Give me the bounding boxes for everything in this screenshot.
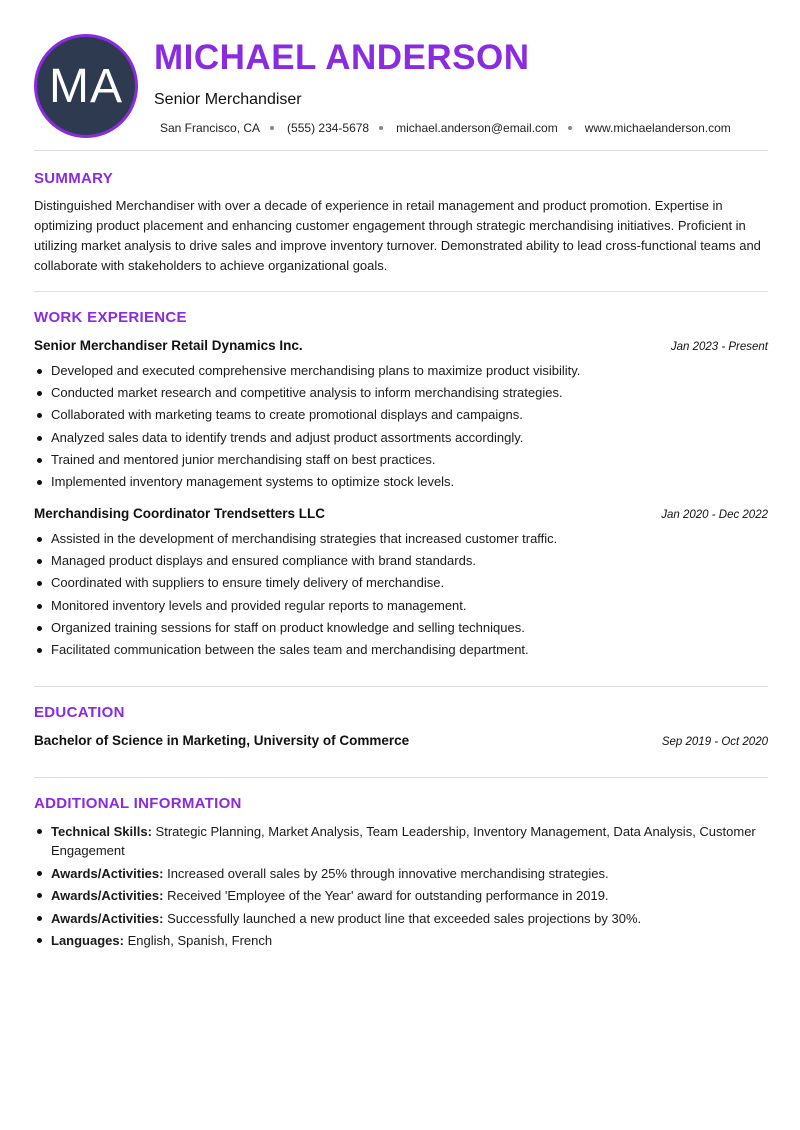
- list-item: [34, 864, 768, 883]
- list-item: Monitored inventory levels and provided regular reports to management.: [34, 595, 768, 617]
- item-text: Strategic Planning, Market Analysis, Team Leadership, Inventory Management, Data Analysis, Customer Engagement: [51, 824, 756, 858]
- candidate-title: Senior Merchandiser: [154, 91, 302, 108]
- divider: [34, 291, 768, 292]
- list-item: Collaborated with marketing teams to create promotional displays and campaigns.: [34, 404, 768, 426]
- separator-dot: [568, 126, 572, 130]
- divider: [34, 150, 768, 151]
- list-item: Assisted in the development of merchandising strategies that increased customer traffic.: [34, 528, 768, 550]
- education-heading: EDUCATION: [34, 704, 125, 721]
- contact-website[interactable]: www.michaelanderson.com: [584, 121, 731, 135]
- item-label: Awards/Activities:: [51, 865, 164, 881]
- separator-dot: [270, 126, 274, 130]
- candidate-name: MICHAEL ANDERSON: [154, 38, 530, 77]
- item-text: Received 'Employee of the Year' award for outstanding performance in 2019.: [163, 888, 609, 903]
- separator-dot: [379, 126, 383, 130]
- item-text: Increased overall sales by 25% through innovative merchandising strategies.: [163, 865, 609, 881]
- job-date: Jan 2023 - Present: [670, 341, 768, 353]
- list-item: Analyzed sales data to identify trends and adjust product assortments accordingly.: [34, 427, 768, 449]
- degree: Bachelor of Science in Marketing, University of Commerce: [34, 733, 410, 748]
- resume-header: [34, 34, 768, 138]
- contact-line: [160, 120, 731, 136]
- item-label: Technical Skills:: [51, 824, 152, 839]
- additional-heading: ADDITIONAL INFORMATION: [34, 795, 242, 812]
- item-text: Successfully launched a new product line that exceeded sales projections by 30%.: [163, 910, 642, 926]
- divider: [34, 777, 768, 778]
- item-label: Awards/Activities:: [51, 910, 164, 926]
- list-item: Implemented inventory management systems to optimize stock levels.: [34, 471, 768, 493]
- divider: [34, 686, 768, 687]
- contact-location: San Francisco, CA: [160, 121, 261, 135]
- item-label: Languages:: [51, 933, 124, 948]
- job-date: Jan 2020 - Dec 2022: [661, 509, 768, 521]
- job-header: [34, 338, 768, 353]
- summary-heading: SUMMARY: [34, 170, 114, 187]
- job-bullets: [34, 528, 768, 661]
- list-item: Developed and executed comprehensive merchandising plans to maximize product visibility.: [34, 360, 768, 382]
- list-item: [34, 909, 768, 928]
- list-item: Conducted market research and competitive analysis to inform merchandising strategies.: [34, 382, 768, 404]
- summary-text: Distinguished Merchandiser with over a decade of experience in retail management and product promotion. Expertise in optimizing product placement and enhancing customer engagement through strategic merchandising initiatives. Proficient in utilizing market analysis to drive sales and improve inventory turnover. Demonstrated ability to lead cross-functional teams and collaborate with stakeholders to achieve organizational goals.: [34, 198, 761, 273]
- education-entry: [34, 733, 768, 748]
- contact-phone: (555) 234-5678: [287, 121, 370, 135]
- list-item: Managed product displays and ensured compliance with brand standards.: [34, 550, 768, 572]
- list-item: Trained and mentored junior merchandising staff on best practices.: [34, 449, 768, 471]
- list-item: Facilitated communication between the sales team and merchandising department.: [34, 639, 768, 661]
- experience-heading: WORK EXPERIENCE: [34, 309, 187, 326]
- avatar: MA: [34, 34, 138, 138]
- list-item: [34, 822, 768, 860]
- list-item: [34, 931, 768, 950]
- contact-email[interactable]: michael.anderson@email.com: [396, 121, 558, 135]
- job-role: Merchandising Coordinator Trendsetters LLC: [34, 506, 326, 521]
- item-text: English, Spanish, French: [123, 933, 273, 948]
- item-label: Awards/Activities:: [51, 888, 164, 903]
- list-item: Coordinated with suppliers to ensure timely delivery of merchandise.: [34, 572, 768, 594]
- education-date: Sep 2019 - Oct 2020: [661, 736, 768, 748]
- list-item: [34, 886, 768, 905]
- additional-list: [34, 822, 768, 954]
- job-header: [34, 506, 768, 521]
- job-bullets: [34, 360, 768, 493]
- job-role: Senior Merchandiser Retail Dynamics Inc.: [34, 338, 303, 353]
- list-item: Organized training sessions for staff on product knowledge and selling techniques.: [34, 617, 768, 639]
